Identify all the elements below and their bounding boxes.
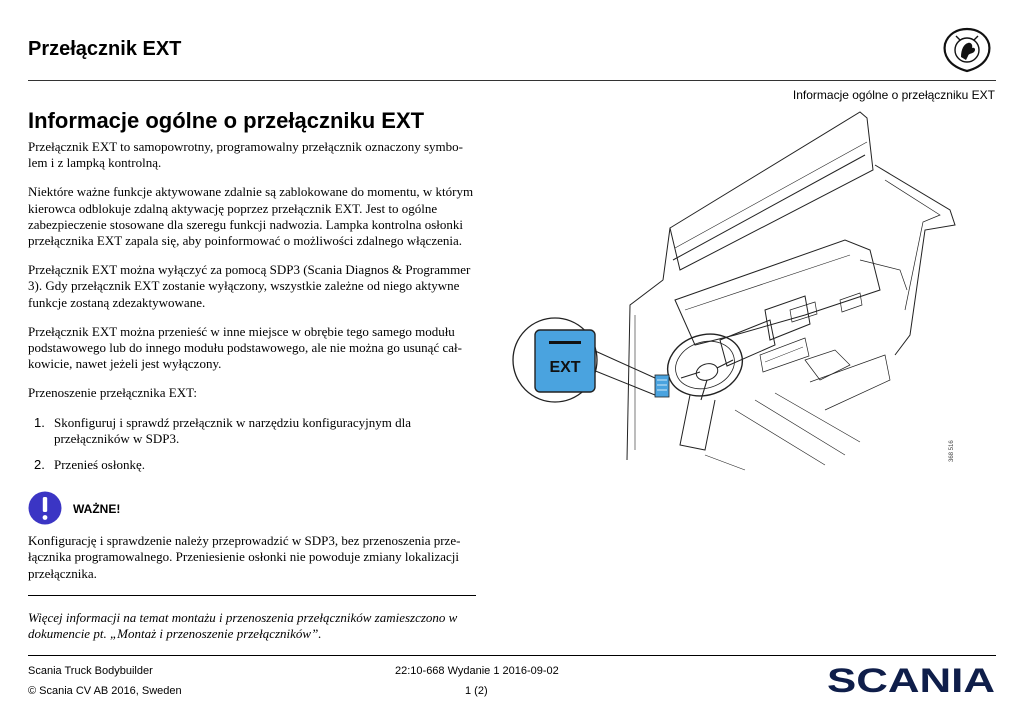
more-info-note: Więcej informacji na temat montażu i przenoszenia przełączników zamieszczono w dokumencie pt. „Montaż i przenoszenie przełączników”. <box>28 609 458 642</box>
copyright: © Scania CV AB 2016, Sweden <box>28 685 182 697</box>
footer-publication: Scania Truck Bodybuilder <box>28 665 153 677</box>
scania-wordmark-logo <box>826 664 996 696</box>
step-text: Przenieś osłonkę. <box>54 457 145 473</box>
warning-text: Konfigurację i sprawdzenie należy przeprowadzić w SDP3, bez przenoszenia przełącznika programowalnego. Przeniesienie osłonki nie powoduje zmiany lokalizacji przełącznika. <box>28 533 461 581</box>
section-reference: Informacje ogólne o przełączniku EXT <box>792 88 995 102</box>
page-number: 1 (2) <box>465 685 488 697</box>
body-text <box>28 139 478 655</box>
list-item <box>28 415 478 447</box>
header-rule <box>28 80 996 81</box>
exclamation-icon <box>28 491 62 525</box>
figure-id: 368 516 <box>949 440 955 462</box>
document-title: Przełącznik EXT <box>28 38 182 60</box>
document-reference: 22:10-668 Wydanie 1 2016-09-02 <box>395 665 559 677</box>
step-text: Skonfiguruj i sprawdź przełącznik w narzędziu konfiguracyjnym dla przełączników w SDP3. <box>54 414 412 446</box>
footer-rule <box>28 655 996 656</box>
scania-griffin-logo-icon <box>942 26 992 74</box>
dashboard-illustration <box>505 110 965 480</box>
brand-text: SCANIA <box>827 664 995 696</box>
step-number: 2. <box>34 457 45 473</box>
note-divider <box>28 595 476 596</box>
steps-list <box>28 415 478 474</box>
paragraph: Niektóre ważne funkcje aktywowane zdalnie są zablokowane do momentu, w którym kierowca odblokuje zdalną aktywację poprzez przełącznik EXT. Jest to ogólne zabezpieczenie stosowane dla szeregu funkcji nadwozia. Lampka kontrolna osłonki przełącznika EXT zapala się, aby poinformować o możliwości zdalnego włączenia. <box>28 184 474 249</box>
paragraph: Przełącznik EXT można wyłączyć za pomocą SDP3 (Scania Diagnos & Programmer 3). Gdy przełącznik EXT zostanie wyłączony, wszystkie zależne od niego aktywne funkcje zostaną zdezaktywowane. <box>28 262 471 310</box>
paragraph: Przenoszenie przełącznika EXT: <box>28 385 197 401</box>
paragraph: Przełącznik EXT to samopowrotny, programowalny przełącznik oznaczony symbolem i z lampką kontrolną. <box>28 139 464 171</box>
paragraph: Przełącznik EXT można przenieść w inne miejsce w obrębie tego samego modułu podstawowego lub do innego modułu podstawowego, ale nie można go usunąć całkowicie, nawet jeżeli jest wyłączony. <box>28 323 462 372</box>
section-title: Informacje ogólne o przełączniku EXT <box>28 108 425 133</box>
warning-header <box>28 491 478 525</box>
warning-label: WAŻNE! <box>73 502 121 517</box>
step-number: 1. <box>34 414 45 430</box>
list-item <box>28 457 478 473</box>
switch-label: EXT <box>549 359 581 376</box>
